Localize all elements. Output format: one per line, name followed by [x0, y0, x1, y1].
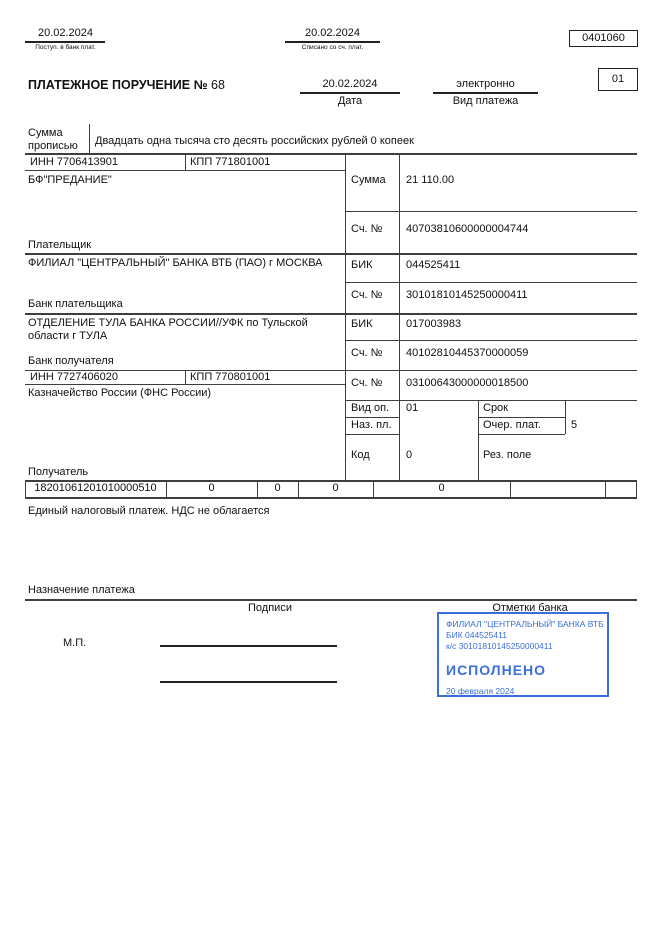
divider — [636, 481, 637, 497]
stamp-place-label: М.П. — [63, 637, 87, 649]
order-value: 5 — [571, 419, 578, 431]
payer-label: Плательщик — [28, 239, 92, 251]
doc-date: 20.02.2024 — [322, 78, 378, 90]
order-label: Очер. плат. — [483, 419, 541, 431]
divider — [345, 400, 637, 401]
divider — [25, 170, 345, 171]
divider — [25, 153, 637, 155]
divider — [25, 599, 637, 601]
payee-bank-name: ОТДЕЛЕНИЕ ТУЛА БАНКА РОССИИ//УФК по Тульской области г ТУЛА — [28, 317, 308, 342]
form-code: 0401060 — [582, 32, 625, 44]
debited-date: 20.02.2024 — [304, 27, 361, 39]
stamp-status: ИСПОЛНЕНО — [446, 662, 547, 678]
debited-date-label: Списано со сч. плат. — [301, 44, 364, 51]
bank-marks-label: Отметки банка — [492, 602, 568, 614]
divider — [605, 481, 606, 497]
amount-words-value: Двадцать одна тысяча сто десять российских рублей 0 копеек — [95, 135, 414, 147]
divider — [185, 370, 186, 384]
tax-field-number: 0 — [438, 482, 445, 494]
payee-name: Казначейство России (ФНС России) — [28, 387, 212, 399]
payee-bank-bik-value: 017003983 — [406, 318, 462, 330]
doc-number: 68 — [211, 78, 225, 92]
purpose-label: Назначение платежа — [28, 584, 135, 596]
payer-bank-name: ФИЛИАЛ "ЦЕНТРАЛЬНЫЙ" БАНКА ВТБ (ПАО) г МОСКВА — [28, 257, 323, 269]
payer-bank-account-value: 30101810145250000411 — [406, 289, 528, 301]
signatures-label: Подписи — [248, 602, 292, 614]
stamp-date: 20 февраля 2024 — [446, 686, 515, 696]
divider — [25, 497, 637, 499]
divider — [565, 400, 566, 434]
received-date: 20.02.2024 — [37, 27, 94, 39]
payer-kpp: КПП 771801001 — [190, 156, 271, 168]
reserve-label: Рез. поле — [483, 449, 532, 461]
op-kind-value: 01 — [406, 402, 419, 414]
tax-field-kbk: 18201061201010000510 — [34, 482, 157, 494]
tax-field-basis: 0 — [274, 482, 281, 494]
payment-kind-label: Вид платежа — [452, 95, 519, 107]
tax-field-period: 0 — [332, 482, 339, 494]
payment-kind: электронно — [456, 78, 515, 90]
payee-bank-label: Банк получателя — [28, 355, 114, 367]
code-value: 0 — [406, 449, 413, 461]
divider — [345, 434, 399, 435]
divider — [185, 153, 186, 170]
payee-bank-account-label: Сч. № — [351, 347, 383, 359]
divider — [25, 253, 637, 255]
divider — [345, 340, 637, 341]
doc-date-label: Дата — [337, 95, 363, 107]
payee-bank-account-value: 40102810445370000059 — [406, 347, 529, 359]
stamp-corr-account: к/с 30101810145250000411 — [446, 641, 553, 651]
signature-line — [160, 645, 337, 647]
op-kind-label: Вид оп. — [351, 402, 390, 414]
doc-title: ПЛАТЕЖНОЕ ПОРУЧЕНИЕ № — [28, 78, 208, 92]
divider — [478, 417, 565, 418]
divider — [478, 400, 479, 480]
divider — [300, 92, 400, 94]
divider — [285, 41, 380, 43]
payer-bank-bik-label: БИК — [351, 259, 373, 271]
status-code-box — [598, 68, 638, 91]
purpose-kind-label: Наз. пл. — [351, 419, 392, 431]
payer-inn: ИНН 7706413901 — [30, 156, 119, 168]
payer-bank-account-label: Сч. № — [351, 289, 383, 301]
purpose-text: Единый налоговый платеж. НДС не облагается — [28, 505, 270, 517]
status-code: 01 — [611, 73, 625, 85]
payer-bank-bik-value: 044525411 — [406, 259, 461, 271]
sum-value: 21 110.00 — [406, 174, 455, 186]
tax-field-oktmo: 0 — [208, 482, 215, 494]
code-label: Код — [351, 449, 370, 461]
received-date-label: Поступ. в банк плат. — [35, 44, 96, 51]
divider — [25, 41, 105, 43]
amount-words-label: Сумма прописью — [28, 127, 78, 152]
divider — [399, 153, 400, 480]
payer-account-value: 40703810600000004744 — [406, 223, 529, 235]
divider — [25, 313, 637, 315]
divider — [345, 417, 399, 418]
stamp-bank-name: ФИЛИАЛ "ЦЕНТРАЛЬНЫЙ" БАНКА ВТБ — [446, 619, 604, 629]
divider — [478, 434, 565, 435]
payee-kpp: КПП 770801001 — [190, 371, 271, 383]
payer-name: БФ"ПРЕДАНИЕ" — [28, 174, 112, 186]
divider — [433, 92, 538, 94]
payee-bank-bik-label: БИК — [351, 318, 373, 330]
payer-account-label: Сч. № — [351, 223, 383, 235]
divider — [510, 481, 511, 497]
payee-label: Получатель — [28, 466, 89, 478]
payee-inn: ИНН 7727406020 — [30, 371, 119, 383]
payer-bank-label: Банк плательщика — [28, 298, 123, 310]
form-code-box — [569, 30, 638, 47]
payee-account-label: Сч. № — [351, 377, 383, 389]
divider — [345, 282, 637, 283]
signature-line — [160, 681, 337, 683]
bank-stamp — [437, 612, 609, 697]
payee-account-value: 03100643000000018500 — [406, 377, 529, 389]
divider — [345, 211, 637, 212]
term-label: Срок — [483, 402, 508, 414]
stamp-bik: БИК 044525411 — [446, 630, 507, 640]
sum-label: Сумма — [351, 174, 386, 186]
divider — [25, 384, 345, 385]
